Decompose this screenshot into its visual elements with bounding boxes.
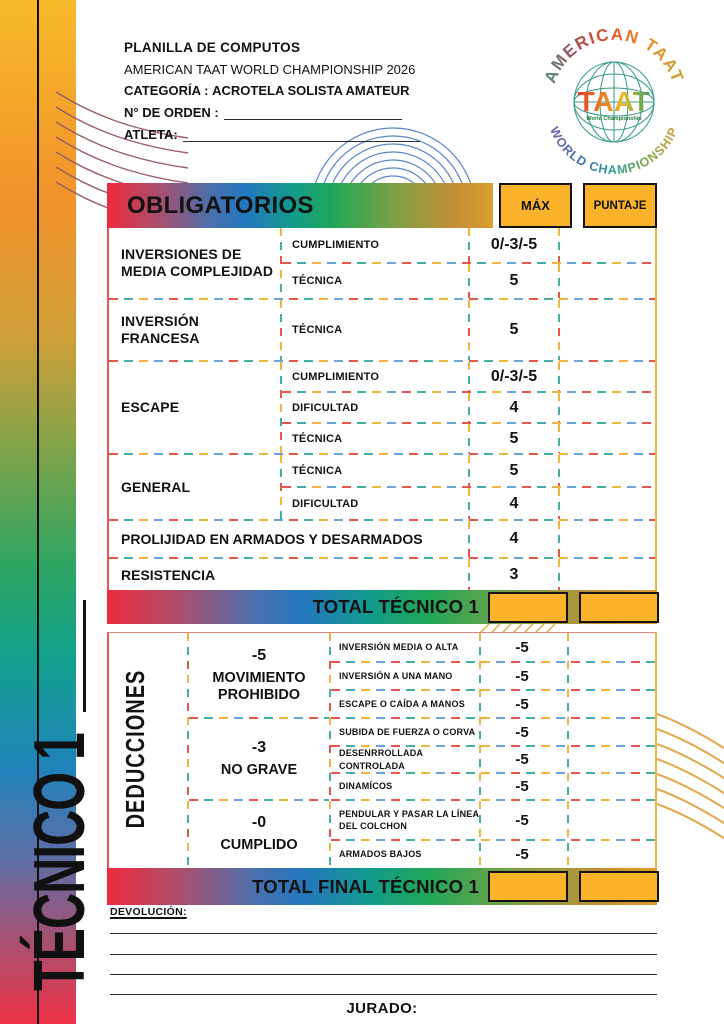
athlete-line (124, 127, 524, 142)
category-value: -3 (251, 739, 267, 757)
deducciones-title: DEDUCCIONES (122, 669, 151, 829)
logo-center-text: TAAT (577, 86, 651, 117)
score-cell[interactable] (560, 228, 655, 262)
max-value: 4 (509, 494, 519, 512)
criteria-row (282, 424, 655, 453)
order-line (124, 105, 524, 120)
score-cell[interactable] (560, 393, 655, 422)
max-column-header: MÁX (499, 183, 572, 228)
criteria-label: TÉCNICA (292, 324, 343, 336)
score-cell[interactable] (560, 362, 655, 391)
deduction-row (331, 633, 655, 661)
score-cell[interactable] (560, 455, 655, 486)
score-cell[interactable] (565, 774, 655, 799)
deduction-value: -5 (515, 695, 529, 713)
row-prolijidad (109, 521, 655, 557)
criteria-label: PROLIJIDAD EN ARMADOS Y DESARMADOS (121, 531, 423, 547)
total-final-section (107, 868, 657, 905)
total-tecnico1-label: TOTAL TÉCNICO 1 (312, 596, 479, 617)
deduction-label: DESENRROLLADA CONTROLADA (339, 748, 423, 771)
deduction-label: SUBIDA DE FUERZA O CORVA (339, 726, 476, 737)
taat-championship-logo (528, 22, 700, 174)
criteria-label: TÉCNICA (292, 464, 343, 477)
category-label: NO GRAVE (220, 762, 298, 779)
deduction-value: -5 (515, 811, 529, 829)
category-value: ACROTELA SOLISTA AMATEUR (212, 83, 410, 98)
order-input-line[interactable] (224, 106, 402, 120)
deduction-label: DINAMÍCOS (339, 781, 393, 792)
deduction-label: PENDULAR Y PASAR LA LÍNEA DEL COLCHON (339, 808, 479, 831)
score-cell[interactable] (565, 691, 655, 717)
total-final-band (107, 868, 657, 905)
athlete-input-line[interactable] (183, 128, 420, 142)
criteria-label: CUMPLIMIENTO (292, 370, 380, 383)
score-cell[interactable] (565, 663, 655, 689)
category-label: CUMPLIDO (220, 837, 298, 854)
devolucion-line[interactable] (110, 994, 657, 995)
category-value: -0 (251, 814, 267, 832)
deduction-categories (189, 633, 329, 868)
category-label: CATEGORÍA : (124, 83, 209, 98)
deduction-row (331, 691, 655, 717)
deducciones-side (109, 633, 187, 868)
criteria-label: TÉCNICA (292, 432, 343, 445)
devolucion-line[interactable] (110, 954, 657, 955)
deduction-label: INVERSIÓN A UNA MANO (339, 670, 453, 681)
max-value: 5 (509, 461, 519, 479)
group-label: GENERAL (121, 478, 191, 495)
sidebar-title: TÉCNICO 1 (18, 733, 101, 991)
max-value: 0/-3/-5 (490, 367, 538, 385)
devolucion-label: DEVOLUCIÓN: (110, 906, 187, 918)
total-final-max-box[interactable] (488, 871, 568, 902)
deduction-value: -5 (515, 723, 529, 741)
max-value: 3 (509, 565, 519, 583)
criteria-label: TÉCNICA (292, 275, 343, 287)
logo-arc-bottom-text: WORLD CHAMPIONSHIP (547, 124, 681, 174)
deduction-row (331, 774, 655, 799)
category-movimiento-prohibido (189, 633, 329, 717)
max-value: 0/-3/-5 (490, 236, 538, 253)
score-cell[interactable] (560, 300, 655, 360)
score-cell[interactable] (565, 633, 655, 661)
score-cell[interactable] (560, 264, 655, 298)
athlete-label: ATLETA: (124, 127, 178, 142)
score-cell[interactable] (565, 747, 655, 772)
score-cell[interactable] (565, 841, 655, 867)
deduction-items (331, 633, 655, 868)
deduction-label: ESCAPE O CAÍDA A MANOS (339, 698, 465, 709)
criteria-label: DIFICULTAD (292, 497, 359, 510)
score-cell[interactable] (560, 424, 655, 453)
deduction-row (331, 841, 655, 867)
deduction-value: -5 (515, 751, 529, 768)
score-cell[interactable] (560, 521, 655, 557)
deduction-value: -5 (515, 638, 529, 656)
group-escape (109, 362, 655, 453)
total-final-label: TOTAL FINAL TÉCNICO 1 (252, 875, 479, 897)
logo-center-subtext: World Championship (586, 116, 642, 122)
total-tecnico1-max-box[interactable] (488, 592, 568, 623)
header-block (124, 40, 524, 149)
deduction-value: -5 (515, 845, 529, 863)
criteria-label: RESISTENCIA (121, 566, 216, 583)
category-label: MOVIMIENTO PROHIBIDO (212, 670, 306, 703)
max-value: 5 (509, 321, 519, 338)
puntaje-column-header: PUNTAJE (583, 183, 657, 228)
deduction-label: INVERSIÓN MEDIA O ALTA (339, 641, 459, 652)
criteria-row (282, 300, 655, 360)
deduction-row (331, 801, 655, 839)
criteria-row (282, 488, 655, 519)
total-tecnico1-band (107, 590, 657, 624)
max-value: 4 (509, 398, 519, 416)
deducciones-table (107, 632, 657, 868)
deduction-row (331, 747, 655, 772)
category-value: -5 (251, 647, 267, 665)
score-cell[interactable] (560, 488, 655, 519)
group-label: ESCAPE (121, 399, 180, 416)
group-inversiones-media (109, 228, 655, 298)
group-label: INVERSIÓN FRANCESA (121, 313, 200, 346)
deduction-value: -5 (515, 667, 529, 685)
devolucion-line[interactable] (110, 974, 657, 975)
logo-arc-top-text: AMERICAN TAAT (540, 24, 688, 86)
jurado-label: JURADO: (346, 1000, 418, 1017)
criteria-row (282, 455, 655, 486)
score-cell[interactable] (565, 801, 655, 839)
obligatorios-table (107, 183, 657, 624)
page-subtitle: AMERICAN TAAT WORLD CHAMPIONSHIP 2026 (124, 62, 416, 77)
max-value: 5 (509, 272, 519, 289)
category-no-grave (189, 719, 329, 799)
obligatorios-title-band (107, 183, 493, 228)
obligatorios-header-row (107, 183, 657, 228)
deduction-row (331, 663, 655, 689)
row-resistencia (109, 559, 655, 590)
sidebar-title-dash (83, 600, 86, 712)
group-inversion-francesa (109, 300, 655, 360)
group-label: INVERSIONES DE MEDIA COMPLEJIDAD (121, 246, 274, 279)
category-cumplido (189, 801, 329, 867)
category-line (124, 83, 524, 98)
max-value: 4 (509, 530, 519, 547)
criteria-row (282, 264, 655, 298)
page-title: PLANILLA DE COMPUTOS (124, 40, 301, 55)
criteria-row (282, 362, 655, 391)
criteria-label: DIFICULTAD (292, 401, 359, 414)
deduction-row (331, 719, 655, 745)
devolucion-line[interactable] (110, 933, 657, 934)
total-tecnico1-score-box[interactable] (579, 592, 659, 623)
hatch-lines-right (657, 712, 724, 844)
obligatorios-body (107, 228, 657, 590)
deduction-value: -5 (515, 778, 529, 795)
order-label: N° DE ORDEN : (124, 105, 219, 120)
max-value: 5 (509, 429, 519, 447)
criteria-row (282, 228, 655, 262)
criteria-label: CUMPLIMIENTO (292, 239, 380, 251)
group-general (109, 455, 655, 519)
score-cell[interactable] (565, 719, 655, 745)
criteria-row (282, 393, 655, 422)
score-cell[interactable] (560, 559, 655, 590)
deduction-label: ARMADOS BAJOS (339, 848, 422, 859)
total-final-score-box[interactable] (579, 871, 659, 902)
obligatorios-title: OBLIGATORIOS (127, 191, 314, 219)
